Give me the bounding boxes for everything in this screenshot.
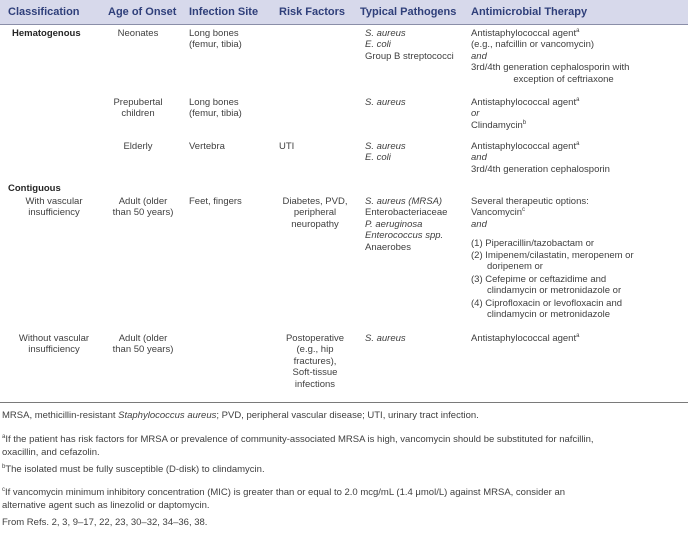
header-typical-pathogens: Typical Pathogens: [360, 6, 457, 18]
header-antimicrobial-therapy: Antimicrobial Therapy: [471, 6, 588, 18]
prepubertal-site: Long bones (femur, tibia): [189, 97, 242, 120]
without-vascular-pathogens: S. aureus: [365, 333, 406, 344]
prepubertal-age: Prepubertal children: [113, 97, 163, 120]
header-risk-factors: Risk Factors: [279, 6, 346, 18]
footnote-c: $^c$If vancomycin minimum inhibitory concentration (MIC) is greater than or equal to 2.0 mcg/mL (1.4 μmol/L) against MRSA, consider an alternative agent such as linezolid or daptomycin.: [2, 486, 566, 511]
table-header-row: [0, 0, 688, 25]
elderly-site: Vertebra: [189, 141, 225, 152]
table-bottom-rule: [0, 402, 688, 403]
therapy-option-2: (2) Imipenem/cilastatin, meropenem or doripenem or: [471, 250, 634, 273]
elderly-age: Elderly: [123, 141, 153, 152]
footnote-a: $^a$If the patient has risk factors for MRSA or prevalence of community-associated MRSA is high, vancomycin should be substituted for nafcillin, oxacillin, and cefazolin.: [2, 433, 594, 458]
footnote-b: $^b$The isolated must be fully susceptible (D-disk) to clindamycin.: [2, 463, 265, 475]
prepubertal-therapy: Antistaphylococcal agent$^a$ or Clindamycin$^b$: [471, 96, 580, 131]
therapy-option-4: (4) Ciprofloxacin or levofloxacin and clindamycin or metronidazole: [471, 298, 623, 321]
class-hematogenous: Hematogenous: [12, 28, 81, 39]
class-contiguous: Contiguous: [8, 183, 61, 194]
header-infection-site: Infection Site: [189, 6, 259, 18]
therapy-option-1: (1) Piperacillin/tazobactam or: [471, 238, 595, 249]
neonates-pathogens: S. aureus E. coli Group B streptococci: [365, 28, 454, 62]
neonates-site: Long bones (femur, tibia): [189, 28, 242, 51]
with-vascular-site: Feet, fingers: [189, 196, 242, 207]
without-vascular-label: Without vascular insufficiency: [18, 333, 90, 356]
header-classification: Classification: [8, 6, 80, 18]
therapy-option-3: (3) Cefepime or ceftazidime and clindamycin or metronidazole or: [471, 274, 622, 297]
footnote-references: From Refs. 2, 3, 9–17, 22, 23, 30–32, 34–36, 38.: [2, 517, 208, 528]
without-vascular-therapy: Antistaphylococcal agent$^a$: [471, 332, 580, 344]
footnote-abbreviations: MRSA, methicillin-resistant Staphylococcus aureus; PVD, peripheral vascular disease; UTI, urinary tract infection.: [2, 410, 479, 421]
with-vascular-label: With vascular insufficiency: [25, 196, 83, 219]
with-vascular-age: Adult (older than 50 years): [112, 196, 174, 219]
prepubertal-pathogens: S. aureus: [365, 97, 406, 108]
with-vascular-risk: Diabetes, PVD, peripheral neuropathy: [282, 196, 348, 230]
neonates-therapy: Antistaphylococcal agent$^a$ (e.g., nafcillin or vancomycin) and 3rd/4th generation cephalosporin with exception of ceftriaxone: [471, 27, 630, 85]
with-vascular-therapy: Several therapeutic options: Vancomycin$^c$ and: [471, 196, 589, 230]
with-vascular-pathogens: S. aureus (MRSA) Enterobacteriaceae P. aeruginosa Enterococcus spp. Anaerobes: [365, 196, 448, 253]
without-vascular-age: Adult (older than 50 years): [112, 333, 174, 356]
elderly-therapy: Antistaphylococcal agent$^a$ and 3rd/4th generation cephalosporin: [471, 140, 610, 175]
elderly-risk: UTI: [279, 141, 295, 152]
without-vascular-risk: Postoperative (e.g., hip fractures), Soft-tissue infections: [285, 333, 345, 390]
header-age-of-onset: Age of Onset: [108, 6, 177, 18]
neonates-age: Neonates: [117, 28, 159, 39]
elderly-pathogens: S. aureus E. coli: [365, 141, 406, 164]
